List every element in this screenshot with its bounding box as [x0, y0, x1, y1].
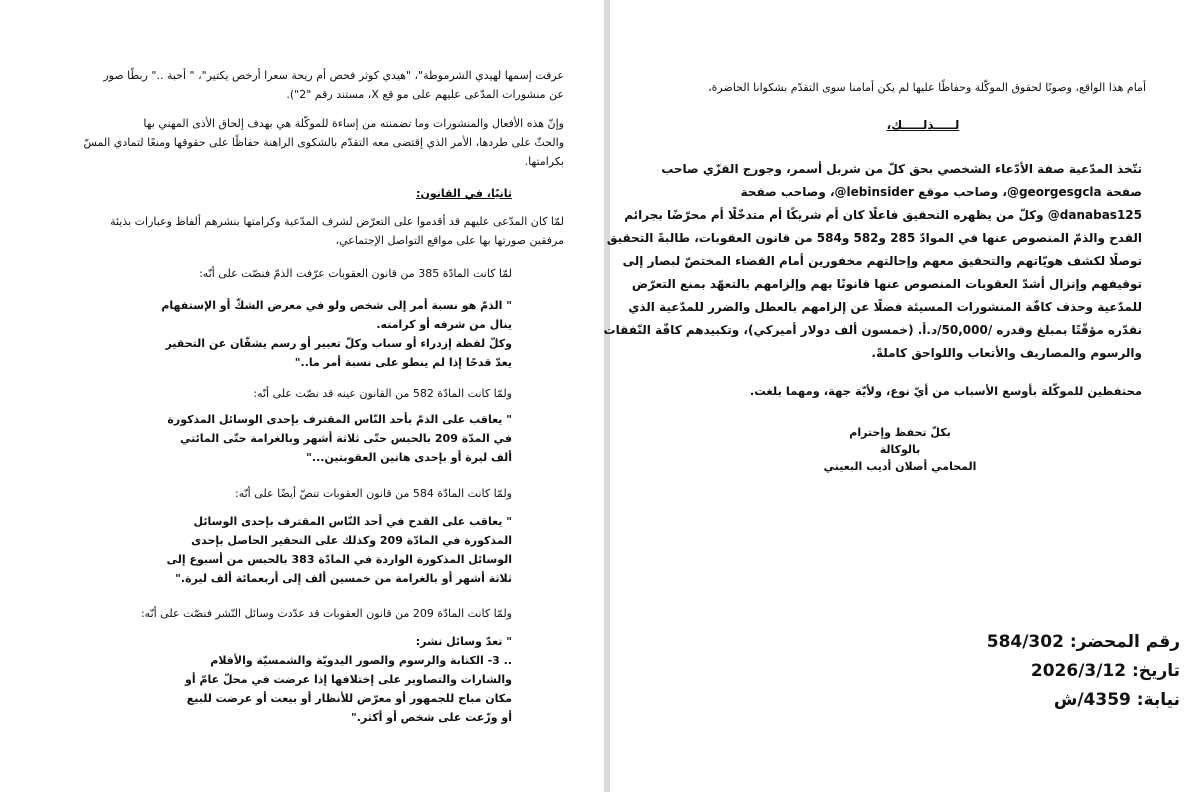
text-line: .. 3- الكتابة والرسوم والصور اليدويّة والشمسيّة والأفلام [210, 654, 512, 667]
law-heading: ثانيًا، في القانون: [416, 187, 512, 200]
text-line: القدح والذمّ المنصوص عنها في الموادّ 285 و582 و584 من قانون العقوبات، طالبةً التحقيق [606, 231, 1142, 245]
text-line: ألف ليرة أو بإحدى هاتين العقوبتين..." [306, 451, 512, 464]
text-line: " يعاقب على القدح في أحد النّاس المقترف بإحدى الوسائل [193, 515, 512, 528]
article-385-quote [40, 296, 512, 372]
right-page [603, 0, 1200, 792]
signature-block [780, 424, 1020, 475]
text-line: في المدّة 209 بالحبس حتّى ثلاثة أشهر وبالغرامة حتّى المائتي [179, 432, 512, 445]
text-line: المحامي أصلان أديب البعيني [823, 460, 977, 473]
text-line: وكلّ لفظة إزدراء أو سباب وكلّ تعبير أو رسم يشفّان عن التحقير [165, 337, 512, 350]
text-line: " تعدّ وسائل نشر: [415, 635, 512, 648]
text-line: توصلًا لكشف هويّاتهم والتحقيق معهم وإحالتهم مخفورين أمام القضاء المختصّ لبصار إلى [622, 254, 1142, 268]
article-584-intro: ولمّا كانت المادّة 584 من قانون العقوبات تنصّ أيضًا على أنّه: [235, 487, 512, 500]
text-line: نقدّره مؤقّتًا بمبلغ وقدره /50,000/د.أ. (خمسون ألف دولار أميركي)، وتكبيدهم كافّة النّفقات [603, 323, 1142, 337]
text-line: لمّا كان المدّعى عليهم قد أقدموا على التعرّض لشرف المدّعية وكرامتها بنشرهم ألفاظ وعبارات بذيئة [110, 215, 564, 228]
text-line: وإنّ هذه الأفعال والمنشورات وما تضمنته من إساءة للموكّلة هي بهدف إلحاق الأذى المهني بها [143, 117, 564, 130]
text-line: والحثّ على طردها، الأمر الذي إقتضى معه التقدّم بالشكوى الراهنة حفاظًا على حقوقها ومنعًا لتمادي المسّ [83, 136, 564, 149]
text-line: يعدّ قدحًا إذا لم ينطو على نسبة أمر ما.." [294, 356, 512, 369]
text-line: danabas125@ وكلّ من يظهره التحقيق فاعلًا كان أم شريكًا أم متدخّلًا أم محرّضًا بجرائم [624, 208, 1142, 222]
text-line: " الذمّ هو نسبة أمر إلى شخص ولو في معرض الشكّ أو الإستفهام [161, 299, 512, 312]
registration-stamp [980, 628, 1180, 715]
text-line: أو وزّعت على شخص أو أكثر." [351, 711, 512, 724]
text-line: والرسوم والمصاريف والأتعاب واللواحق كاملةً. [871, 346, 1142, 360]
text-line: ثلاثة أشهر أو بالغرامة من خمسين ألف إلى أربعمائة ألف ليرة." [175, 572, 512, 585]
article-582-quote [40, 410, 512, 467]
reservation-line: محتفظين للموكّلة بأوسع الأسباب من أيّ نوع، ولأيّة جهة، ومهما بلغت. [749, 384, 1142, 398]
text-line: للمدّعية وحذف كافّة المنشورات المسيئة فضلًا عن إلزامهم بالعطل والضرر للمدّعية الذي [628, 300, 1142, 314]
text-line: بالوكالة [879, 443, 921, 456]
record-number: رقم المحضر: 584/302 [986, 632, 1180, 652]
text-line: بكرامتها. [524, 155, 564, 168]
text-line: توقيفهم وإنزال أشدّ العقوبات المنصوص عنها قانونًا بهم وإلزامهم بالتعهّد بمنع التعرّض [631, 277, 1142, 291]
text-line: مكان مباح للجمهور أو معرّض للأنظار أو بيعت أو عرضت للبيع [186, 692, 512, 705]
article-584-quote [40, 512, 512, 588]
text-line: عرفت إسمها لهيدي الشرموطة"، "هيدي كوثر فحص أم ريحة سعرا أرخص يكتير"، " أحبة .." ربطًا صور [103, 69, 564, 82]
text-line: والشارات والتصاوير على إختلافها إذا عرضت في محلّ عامّ أو [185, 673, 512, 686]
intro-paragraph [40, 66, 564, 104]
article-582-intro: ولمّا كانت المادّة 582 من القانون عينه قد نصّت على أنّه: [253, 387, 512, 400]
defamation-paragraph [40, 212, 564, 250]
text-line: مرفقين صورتها بها على مواقع التواصل الإجتماعي، [335, 234, 564, 247]
prosecution-number: نيابة: 4359/ش [1053, 690, 1180, 710]
text-line: بكلّ تحفظ وإحترام [849, 426, 951, 439]
article-385-intro: لمّا كانت المادّة 385 من قانون العقوبات عرّفت الذمّ فنصّت على أنّه: [199, 267, 512, 280]
article-209-intro: ولمّا كانت المادّة 209 من قانون العقوبات قد عدّدت وسائل النّشر فنصّت على أنّه: [140, 607, 512, 620]
text-line: عن منشورات المدّعى عليهم على مو قع X، مستند رقم "2"). [286, 88, 564, 101]
text-line: ينال من شرفه أو كرامته. [376, 318, 512, 331]
text-line: " يعاقب على الذمّ بأحد النّاس المقترف بإحدى الوسائل المذكورة [167, 413, 512, 426]
closing-intro: أمام هذا الواقع، وصونًا لحقوق الموكّلة وحفاظًا عليها لم يكن أمامنا سوى التقدّم بشكوانا الحاضرة، [708, 81, 1146, 94]
text-line: تتّخذ المدّعية صفة الأدّعاء الشخصي بحق كلّ من شربل أسمر، وجورج القزّي صاحب [661, 162, 1142, 176]
text-line: الوسائل المذكورة الواردة في المادّة 383 بالحبس من أسبوع إلى [166, 553, 512, 566]
harm-paragraph [40, 114, 564, 171]
article-209-quote [40, 632, 512, 727]
request-paragraph [603, 158, 1142, 365]
text-line: المذكورة في المادّة 209 وكذلك على التحقير الحاصل بإحدى [191, 534, 512, 547]
text-line: صفحة georgesgcla@، وصاحب موقع lebinsider@، وصاحب صفحة [740, 185, 1142, 199]
record-date: تاريخ: 2026/3/12 [1030, 661, 1180, 681]
therefore-title: لـــــذلـــــك، [886, 118, 960, 132]
